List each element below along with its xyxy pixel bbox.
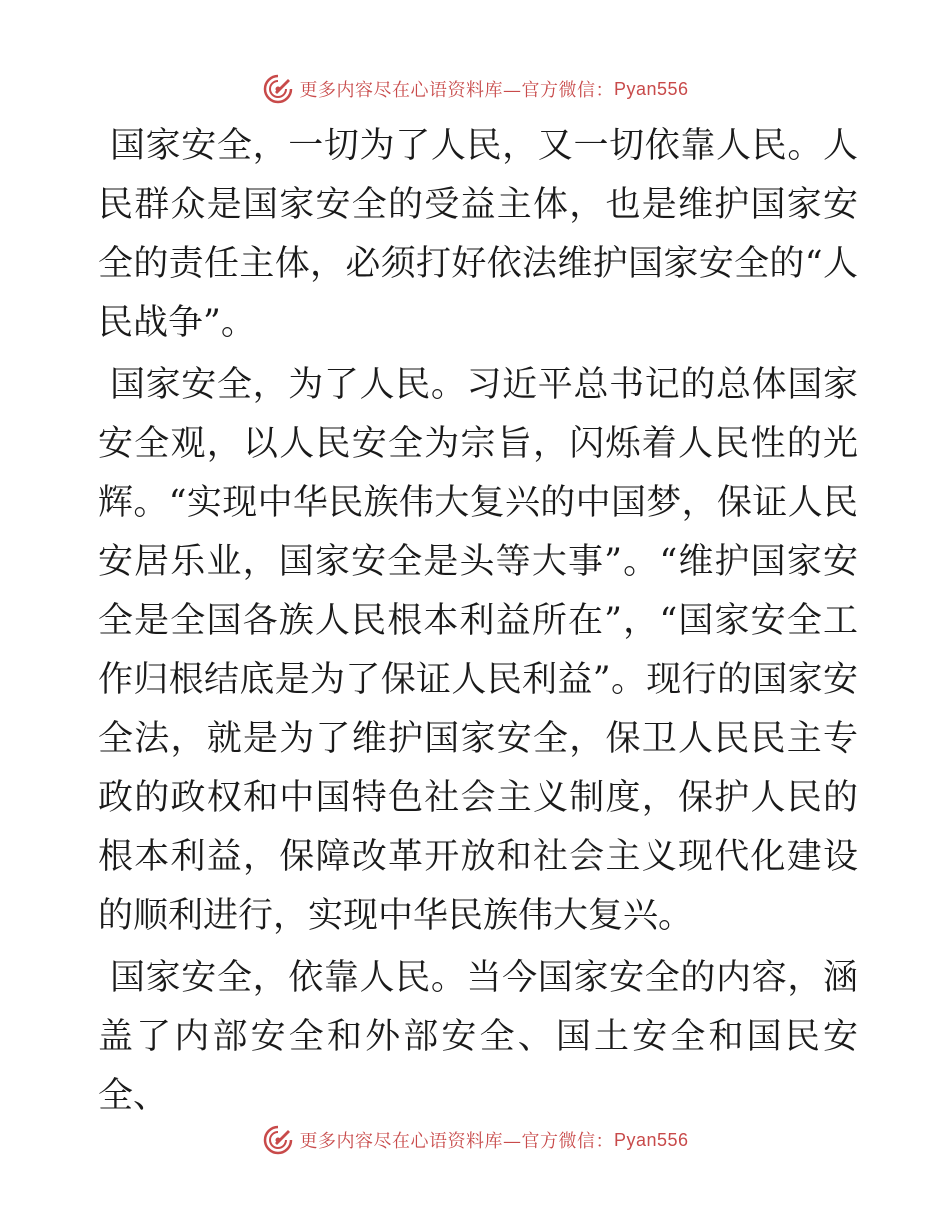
spiral-pen-logo-icon <box>261 72 295 106</box>
spiral-pen-logo-icon <box>261 1123 295 1157</box>
article-body <box>98 117 858 1129</box>
paragraph-3: 国家安全，依靠人民。当今国家安全的内容，涵盖了内部安全和外部安全、国土安全和国民安全、 <box>98 958 858 1116</box>
paragraph-2: 国家安全，为了人民。习近平总书记的总体国家安全观，以人民安全为宗旨，闪烁着人民性的光辉。“实现中华民族伟大复兴的中国梦，保证人民安居乐业，国家安全是头等大事”。“维护国家安全是全国各族人民根本利益所在”，“国家安全工作归根结底是为了保证人民利益”。现行的国家安全法，就是为了维护国家安全，保卫人民民主专政的政权和中国特色社会主义制度，保护人民的根本利益，保障改革开放和社会主义现代化建设的顺利进行，实现中华民族伟大复兴。 <box>98 365 858 936</box>
wechat-id: Pyan556 <box>613 1129 689 1150</box>
paragraph-1: 国家安全，一切为了人民，又一切依靠人民。人民群众是国家安全的受益主体，也是维护国家安全的责任主体，必须打好依法维护国家安全的“人民战争”。 <box>98 126 858 343</box>
banner-text: 更多内容尽在心语资料库—官方微信： <box>299 1131 614 1152</box>
wechat-id: Pyan556 <box>613 78 689 99</box>
footer-watermark-banner <box>0 1123 950 1157</box>
header-watermark-banner <box>0 72 950 106</box>
banner-text: 更多内容尽在心语资料库—官方微信： <box>299 80 614 101</box>
